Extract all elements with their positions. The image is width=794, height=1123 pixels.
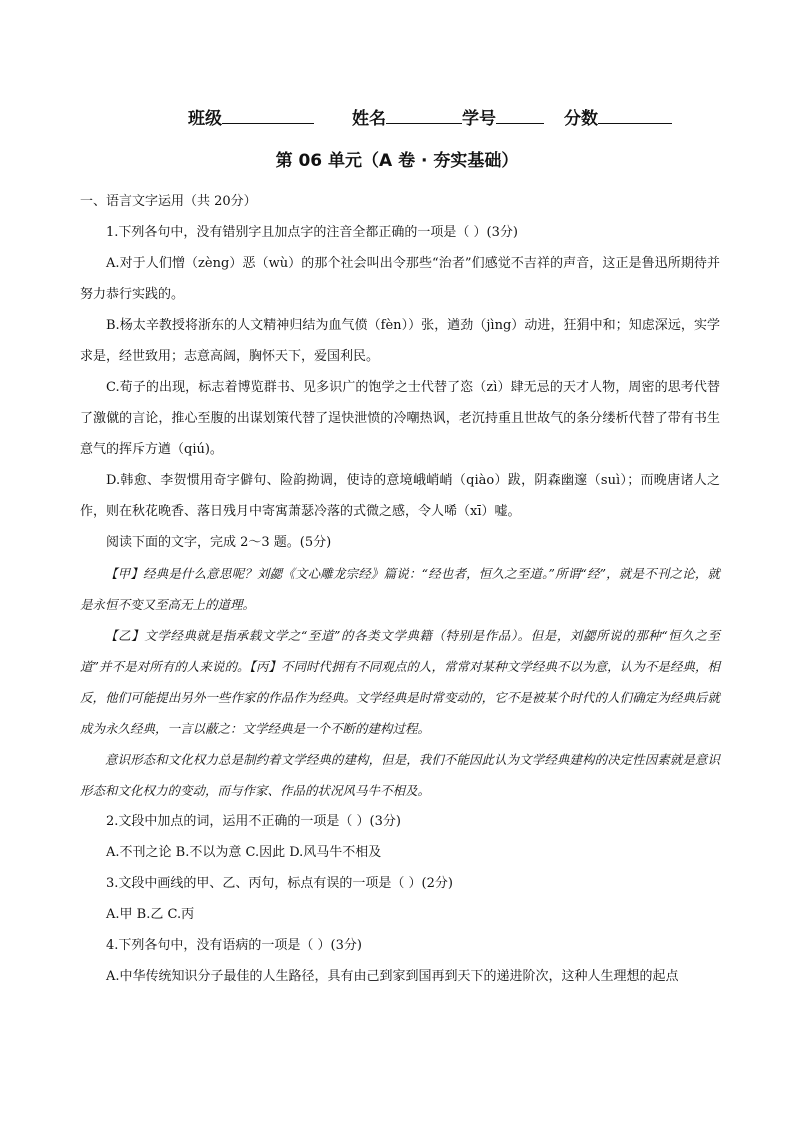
page-title: 第 06 单元（A 卷 · 夯实基础）	[275, 151, 519, 171]
passage-jia: 【甲】经典是什么意思呢？刘勰《文心雕龙宗经》篇说：“经也者，恒久之至道。”所谓“经”，就是不刊之论，就是永恒不变又至高无上的道理。	[80, 566, 720, 612]
q3-stem: 3.文段中画线的甲、乙、丙句，标点有误的一项是（ ）(2分)	[106, 876, 453, 891]
exam-content	[80, 186, 720, 992]
id-blank	[496, 107, 544, 124]
score-label: 分数	[564, 109, 598, 129]
class-label: 班级	[188, 109, 222, 129]
id-label: 学号	[462, 109, 496, 129]
passage-p3: 意识形态和文化权力总是制约着文学经典的建构，但是，我们不能因此认为文学经典建构的决定性因素就是意识形态和文化权力的变动，而与作家、作品的状况风马牛不相及。	[80, 752, 720, 798]
q4-stem: 4.下列各句中，没有语病的一项是（ ）(3分)	[106, 938, 362, 953]
student-info-line	[188, 104, 672, 129]
q1-option-a: A.对于人们憎（zèng）恶（wù）的那个社会叫出令那些“治者”们感觉不吉祥的声音，这正是鲁迅所期待并努力恭行实践的。	[80, 256, 720, 302]
name-blank	[386, 107, 462, 124]
passage-yi: 【乙】文学经典就是指承载文学之“至道”的各类文学典籍（特别是作品）。但是，刘勰所说的那种“恒久之至道”并不是对所有的人来说的。【丙】不同时代拥有不同观点的人，常常对某种文学经典不以为意，认为不是经典，相反，他们可能提出另外一些作家的作品作为经典。文学经典是时常变动的，它不是被某个时代的人们确定为经典后就成为永久经典，一言以蔽之：文学经典是一个不断的建构过程。	[80, 628, 720, 736]
reading-intro: 阅读下面的文字，完成 2～3 题。(5分)	[106, 535, 332, 550]
class-blank	[222, 107, 314, 124]
q2-stem: 2.文段中加点的词，运用不正确的一项是（ ）(3分)	[106, 814, 401, 829]
q1-option-d: D.韩愈、李贺惯用奇字僻句、险韵拗调，使诗的意境峨峭峭（qiào）跋，阴森幽邃（suì）；而晚唐诸人之作，则在秋花晚香、落日残月中寄寓萧瑟冷落的式微之感，令人唏（xī）嘘。	[80, 473, 720, 519]
section-heading: 一、语言文字运用（共 20分）	[80, 194, 257, 209]
q4-option-a: A.中华传统知识分子最佳的人生路径，具有由己到家到国再到天下的递进阶次，这种人生理想的起点	[106, 969, 679, 984]
score-blank	[598, 107, 672, 124]
q1-option-b: B.杨太辛教授将浙东的人文精神归结为血气偾（fèn））张，遒劲（jìng）动进，狂狷中和；知虑深远，实学求是，经世致用；志意高阔，胸怀天下，爱国利民。	[80, 318, 720, 364]
name-label: 姓名	[352, 109, 386, 129]
q1-stem: 1.下列各句中，没有错别字且加点字的注音全都正确的一项是（ ）(3分)	[106, 225, 518, 240]
q3-options: A.甲 B.乙 C.丙	[106, 907, 195, 922]
q1-option-c: C.荀子的出现，标志着博览群书、见多识广的饱学之士代替了恣（zì）肆无忌的天才人物，周密的思考代替了激僦的言论，推心至腹的出谋划策代替了逞快泄愤的冷嘲热讽，老沉持重且世故气的条分缕析代替了带有书生意气的挥斥方遒（qiú)。	[80, 380, 720, 457]
q2-options: A.不刊之论 B.不以为意 C.因此 D.风马牛不相及	[106, 845, 382, 860]
